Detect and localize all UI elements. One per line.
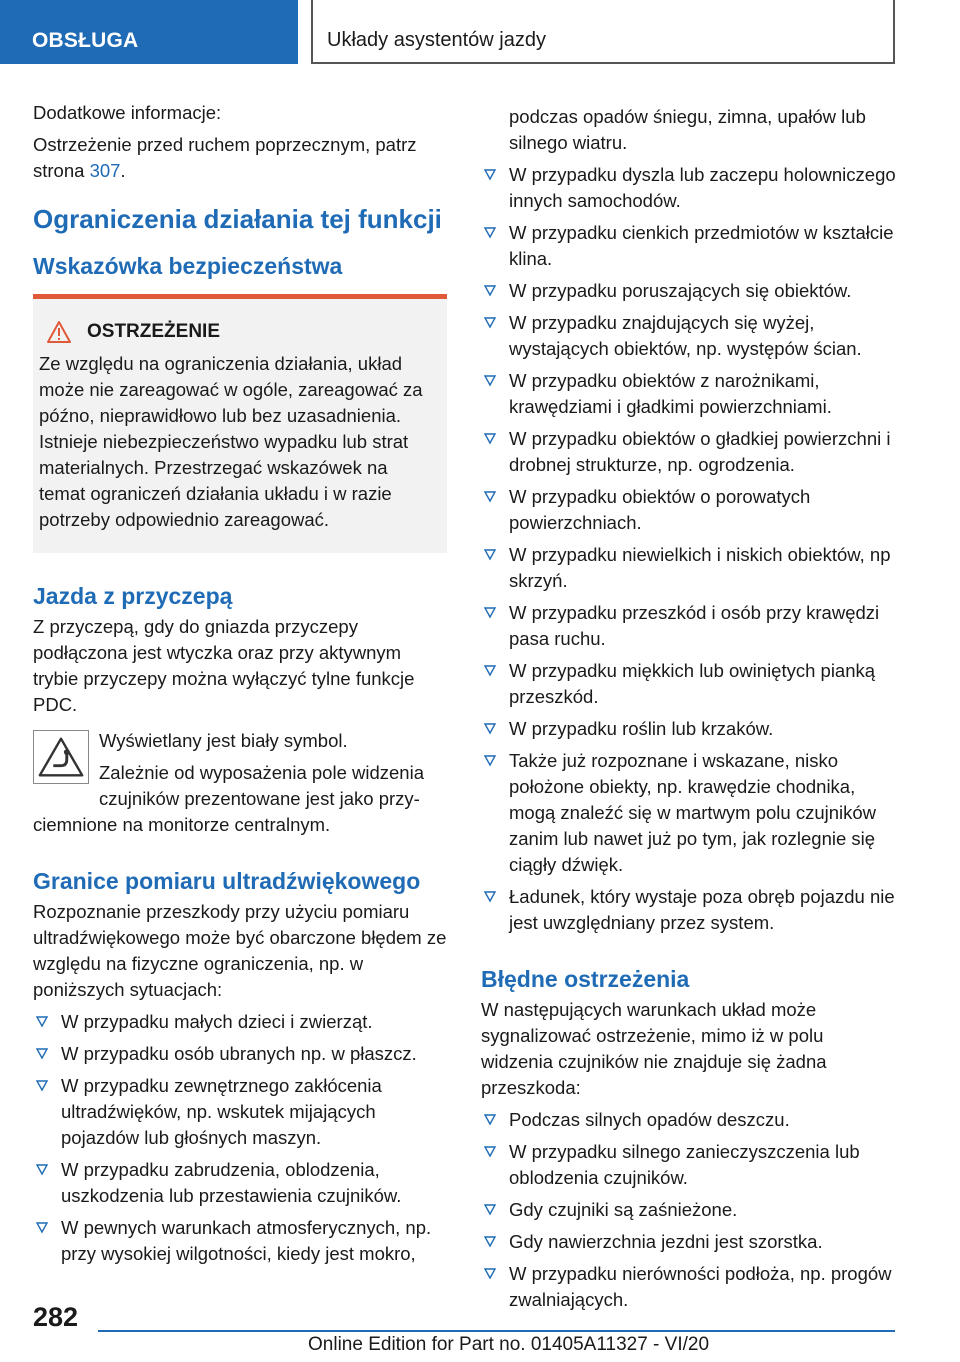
triangle-bullet-icon (483, 664, 497, 678)
continued-text: podczas opadów śniegu, zimna, upałów lub silnego wiatru. (509, 106, 866, 153)
symbol-line-2: Zależnie od wyposażenia pole widzenia czujników prezentowane jest jako przy- (99, 762, 424, 809)
list-item-text: W przypadku obiektów o gładkiej powierzchni i drobnej strukturze, np. ogrodzenia. (509, 428, 891, 475)
right-column (481, 104, 899, 1319)
triangle-bullet-icon (483, 226, 497, 240)
list-item (481, 716, 899, 742)
list-item-text: W przypadku małych dzieci i zwierząt. (61, 1011, 373, 1032)
triangle-bullet-icon (483, 316, 497, 330)
list-item (481, 658, 899, 710)
list-item-text: Ładunek, który wystaje poza obręb pojazdu nie jest uwzględniany przez system. (509, 886, 895, 933)
false-warnings-text: W następujących warunkach układ może sygnalizować ostrzeżenie, mimo iż w polu widzenia czujników nie znajduje się żadna przeszkoda: (481, 999, 827, 1098)
list-item-text: W pewnych warunkach atmosferycznych, np. przy wysokiej wilgotności, kiedy jest mokro, (61, 1217, 432, 1264)
footer-divider (98, 1330, 895, 1332)
section-title: Ograniczenia działania tej funkcji (33, 204, 442, 234)
list-item (481, 310, 899, 362)
list-item-text: Gdy nawierzchnia jezdni jest szorstka. (509, 1231, 823, 1252)
list-item (481, 1197, 899, 1223)
list-item-text: W przypadku zabrudzenia, oblodzenia, uszkodzenia lub przestawienia czujników. (61, 1159, 402, 1206)
list-item-text: W przypadku silnego zanieczyszczenia lub oblodzenia czujników. (509, 1141, 860, 1188)
triangle-bullet-icon (483, 890, 497, 904)
trailer-warning-symbol-icon (33, 730, 89, 784)
list-item-text: W przypadku roślin lub krzaków. (509, 718, 774, 739)
list-item-text: W przypadku znajdujących się wyżej, wystających obiektów, np. występów ścian. (509, 312, 862, 359)
safety-title: Wskazówka bezpieczeństwa (33, 253, 343, 279)
trailer-text: Z przyczepą, gdy do gniazda przyczepy podłączona jest wtyczka oraz przy aktywnym trybie przyczepy można wyłączyć tylne funkcje PDC. (33, 616, 415, 715)
list-item (481, 368, 899, 420)
list-item-text: W przypadku obiektów z narożnikami, krawędziami i gładkimi powierzchniami. (509, 370, 832, 417)
list-item (33, 1041, 447, 1067)
list-item (481, 1107, 899, 1133)
triangle-bullet-icon (483, 490, 497, 504)
page-number: 282 (33, 1302, 79, 1332)
list-item (481, 426, 899, 478)
list-item-text: W przypadku miękkich lub owiniętych pianką przeszkód. (509, 660, 876, 707)
triangle-bullet-icon (483, 548, 497, 562)
symbol-description (99, 728, 447, 818)
triangle-bullet-icon (483, 1267, 497, 1281)
list-item (481, 220, 899, 272)
list-item-text: W przypadku nierówności podłoża, np. progów zwalniających. (509, 1263, 892, 1310)
list-item (33, 1157, 447, 1209)
list-item-text: W przypadku przeszkód i osób przy krawędzi pasa ruchu. (509, 602, 880, 649)
list-item-text: Podczas silnych opadów deszczu. (509, 1109, 790, 1130)
triangle-bullet-icon (483, 722, 497, 736)
triangle-bullet-icon (483, 432, 497, 446)
triangle-bullet-icon (483, 1235, 497, 1249)
symbol-row (33, 728, 447, 818)
list-item (481, 278, 899, 304)
triangle-bullet-icon (483, 374, 497, 388)
list-item (33, 1215, 447, 1267)
ultrasonic-bullet-list (33, 1009, 447, 1267)
ultrasonic-title: Granice pomiaru ultradźwiękowego (33, 868, 421, 894)
list-item (481, 884, 899, 936)
left-column (33, 100, 447, 1273)
list-item-text: W przypadku zewnętrznego zakłócenia ultradźwięków, np. wskutek mijających pojazdów lub głośnych maszyn. (61, 1075, 382, 1148)
triangle-bullet-icon (483, 168, 497, 182)
header-section-tab: OBSŁUGA (0, 0, 298, 64)
triangle-bullet-icon (35, 1015, 49, 1029)
list-item (33, 1009, 447, 1035)
list-item-text: W przypadku dyszla lub zaczepu holowniczego innych samochodów. (509, 164, 896, 211)
list-item (481, 1139, 899, 1191)
list-item (33, 1073, 447, 1151)
list-item-text: W przypadku niewielkich i niskich obiektów, np skrzyń. (509, 544, 891, 591)
list-item-text: W przypadku cienkich przedmiotów w kształcie klina. (509, 222, 894, 269)
info-heading: Dodatkowe informacje: (33, 102, 222, 123)
triangle-bullet-icon (35, 1047, 49, 1061)
triangle-bullet-icon (35, 1163, 49, 1177)
triangle-bullet-icon (35, 1221, 49, 1235)
triangle-bullet-icon (483, 284, 497, 298)
list-item (481, 1261, 899, 1313)
false-warnings-bullet-list (481, 1107, 899, 1313)
warning-title: OSTRZEŻENIE (87, 321, 221, 342)
page-reference-link[interactable]: 307 (89, 160, 121, 181)
list-item-text: Także już rozpoznane i wskazane, nisko położone obiekty, np. krawędzie chodnika, mogą znaleźć się w martwym polu czujników zanim lub nawet już po tym, jak rozlegnie się ciągły dźwięk. (509, 750, 877, 875)
triangle-bullet-icon (483, 1145, 497, 1159)
warning-box (33, 294, 447, 553)
list-item (481, 600, 899, 652)
info-text-body: Ostrzeżenie przed ruchem poprzecznym, patrz strona (33, 134, 417, 181)
list-item (481, 1229, 899, 1255)
header-chapter-tab: Układy asystentów jazdy (311, 0, 895, 64)
triangle-bullet-icon (483, 1113, 497, 1127)
ultrasonic-text: Rozpoznanie przeszkody przy użyciu pomiaru ultradźwiękowego może być obarczone błędem ze względu na fizyczne ograniczenia, np. w poniższych sytuacjach: (33, 901, 447, 1000)
false-warnings-title: Błędne ostrzeżenia (481, 966, 690, 992)
list-item-text: W przypadku osób ubranych np. w płaszcz. (61, 1043, 417, 1064)
list-item (481, 542, 899, 594)
triangle-bullet-icon (35, 1079, 49, 1093)
list-item-text: W przypadku poruszających się obiektów. (509, 280, 852, 301)
triangle-bullet-icon (483, 606, 497, 620)
warning-text: Ze względu na ograniczenia działania, układ może nie zareagować w ogóle, zareagować za późno, nieprawidłowo lub bez uzasadnienia. Istnieje niebezpieczeństwo wypadku lub strat materialnych. Przestrzegać wskazówek na temat ograniczeń działania układu i w razie potrzeby odpowiednio zareagować. (39, 353, 423, 530)
list-item-text: W przypadku obiektów o porowatych powierzchniach. (509, 486, 811, 533)
symbol-line-cont: ciemnione na monitorze centralnym. (33, 814, 331, 835)
symbol-line-1: Wyświetlany jest biały symbol. (99, 730, 348, 751)
list-item-text: Gdy czujniki są zaśnieżone. (509, 1199, 738, 1220)
info-text (33, 132, 447, 184)
warning-header (39, 321, 437, 343)
triangle-bullet-icon (483, 754, 497, 768)
list-item (481, 484, 899, 536)
warning-triangle-icon (47, 321, 71, 343)
trailer-title: Jazda z przyczepą (33, 583, 233, 609)
list-item (481, 162, 899, 214)
ultrasonic-bullet-list-cont (481, 162, 899, 936)
list-item (481, 748, 899, 878)
info-text-end: . (120, 160, 126, 181)
footer-edition: Online Edition for Part no. 01405A11327 - VI/20 (308, 1334, 710, 1355)
triangle-bullet-icon (483, 1203, 497, 1217)
